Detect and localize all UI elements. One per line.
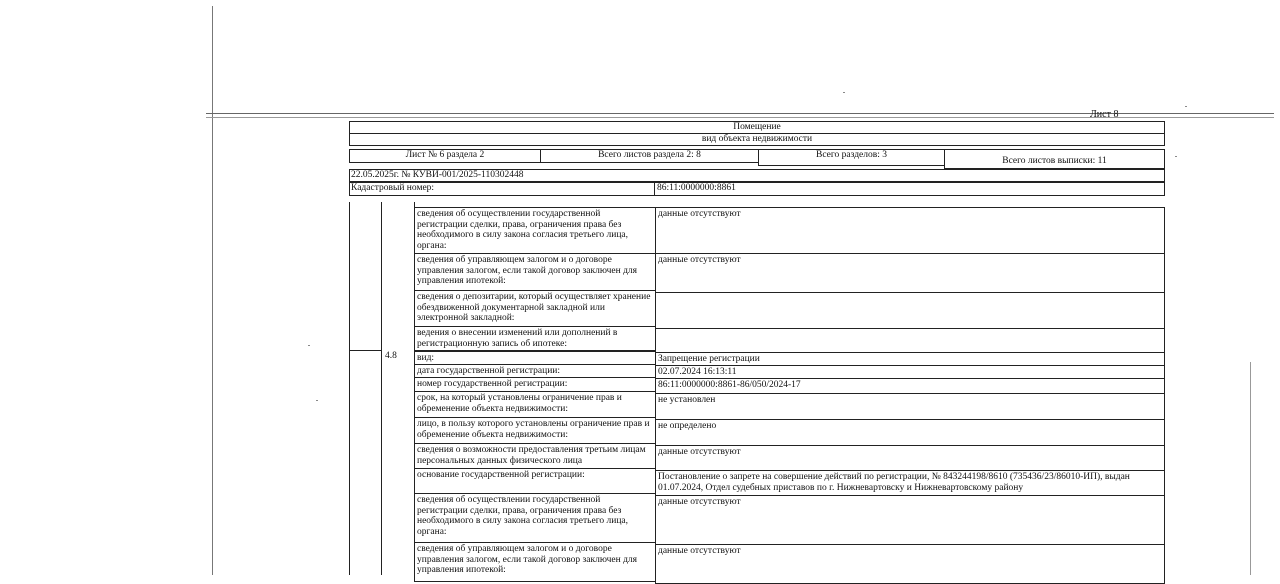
scan-edge-left: [212, 6, 213, 575]
table-row-label: номер государственной регистрации:: [414, 377, 656, 392]
sheet-number: Лист 8: [1090, 109, 1119, 120]
object-type-caption: вид объекта недвижимости: [349, 133, 1165, 146]
table-row-label: ведения о внесении изменений или дополнений в регистрационную запись об ипотеке:: [414, 326, 656, 351]
scan-speck: [316, 400, 318, 401]
table-row-value: [655, 292, 1165, 329]
table-border-left: [349, 202, 350, 575]
table-row-value: данные отсутствуют: [655, 445, 1165, 471]
total-sections: Всего разделов: 3: [758, 149, 945, 166]
table-row-value: данные отсутствуют: [655, 495, 1165, 545]
table-row-label: сведения об осуществлении государственной регистрации сделки, права, ограничения права без необходимого в силу закона согласия третьего лица, органа:: [414, 493, 656, 543]
table-row-value: [655, 328, 1165, 353]
section-divider: [349, 350, 382, 351]
table-row-label: сведения об управляющем залогом и о договоре управления залогом, если такой договор заключен для управления ипотекой:: [414, 542, 656, 582]
table-row-label: срок, на который установлены ограничение прав и обременение объекта недвижимости:: [414, 391, 656, 418]
table-row-value: данные отсутствуют: [655, 253, 1165, 293]
total-sheets-extract: Всего листов выписки: 11: [944, 149, 1165, 169]
scan-speck: [1185, 106, 1187, 107]
table-row-label: дата государственной регистрации:: [414, 364, 656, 378]
table-row-value: данные отсутствуют: [655, 207, 1165, 254]
cadastral-label: Кадастровый номер:: [349, 182, 655, 196]
scan-speck: [308, 345, 310, 346]
total-sheets-section: Всего листов раздела 2: 8: [540, 149, 759, 163]
scan-edge-right: [1250, 362, 1251, 575]
scan-speck: [843, 92, 845, 93]
table-row-value: данные отсутствуют: [655, 544, 1165, 584]
table-row-value: 02.07.2024 16:13:11: [655, 365, 1165, 379]
table-row-label: сведения об управляющем залогом и о договоре управления залогом, если такой договор заключен для управления ипотекой:: [414, 253, 656, 291]
scan-speck: [1175, 156, 1177, 157]
cadastral-value: 86:11:0000000:8861: [654, 182, 1165, 196]
table-row-value: Запрещение регистрации: [655, 352, 1165, 366]
table-row-value: не определено: [655, 419, 1165, 446]
table-row-label: сведения об осуществлении государственной регистрации сделки, права, ограничения права без необходимого в силу закона согласия третьего лица, органа:: [414, 207, 656, 254]
table-row-label: основание государственной регистрации:: [414, 468, 656, 494]
table-row-label: лицо, в пользу которого установлены ограничение прав и обременение объекта недвижимости:: [414, 417, 656, 444]
table-row-value: Постановление о запрете на совершение действий по регистрации, № 843244198/8610 (735436/23/86010-ИП), выдан 01.07.2024, Отдел судебных приставов по г. Нижневартовску и Нижневартовскому району: [655, 470, 1165, 496]
object-type: Помещение: [349, 121, 1165, 134]
sheet-section: Лист № 6 раздела 2: [349, 149, 541, 163]
table-column-divider: [381, 202, 382, 575]
extract-date-number: 22.05.2025г. № КУВИ-001/2025-110302448: [349, 169, 1165, 182]
table-row-label: сведения о возможности предоставления третьим лицам персональных данных физического лица: [414, 443, 656, 469]
table-row-value: не установлен: [655, 393, 1165, 420]
section-number: 4.8: [385, 351, 397, 361]
table-row-label: сведения о депозитарии, который осуществляет хранение обездвиженной документарной закладной или электронной закладной:: [414, 290, 656, 327]
table-row-value: 86:11:0000000:8861-86/050/2024-17: [655, 378, 1165, 394]
table-row-label: вид:: [414, 351, 656, 365]
